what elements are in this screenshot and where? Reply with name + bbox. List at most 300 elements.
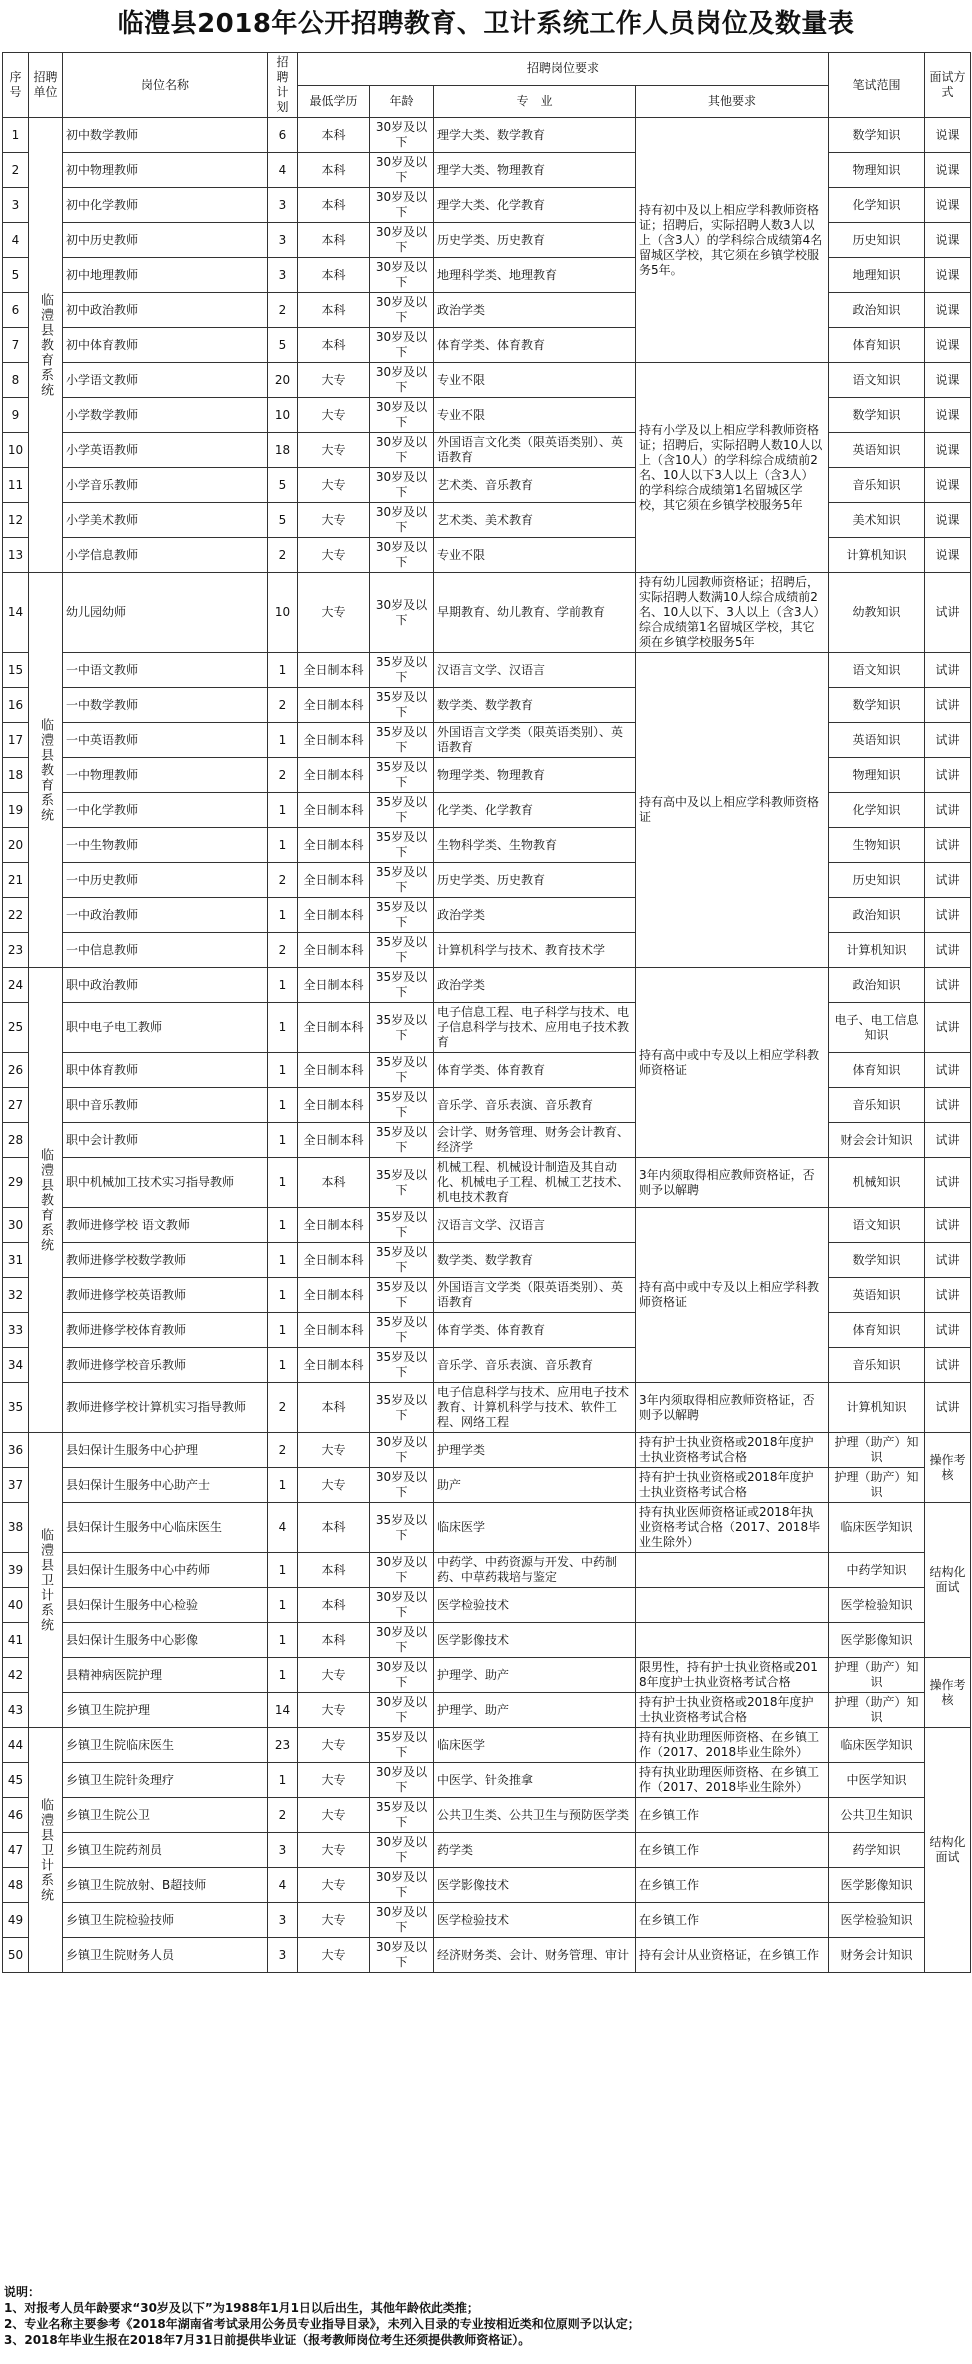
- row-interview-method: 试讲: [925, 1383, 971, 1433]
- header-age: 年龄: [370, 85, 434, 118]
- row-plan-count: 20: [268, 363, 298, 398]
- row-exam-scope: 临床医学知识: [829, 1503, 925, 1553]
- row-seq: 3: [3, 188, 29, 223]
- row-other-requirements: 持有初中及以上相应学科教师资格证；招聘后，实际招聘人数3人以上（含3人）的学科综合成绩第4名留城区学校，其它须在乡镇学校服务5年。: [636, 118, 829, 363]
- row-plan-count: 2: [268, 1798, 298, 1833]
- row-seq: 11: [3, 468, 29, 503]
- row-plan-count: 1: [268, 828, 298, 863]
- row-education: 大专: [298, 433, 370, 468]
- row-age: 35岁及以下: [370, 1053, 434, 1088]
- row-seq: 34: [3, 1348, 29, 1383]
- row-age: 30岁及以下: [370, 363, 434, 398]
- row-exam-scope: 美术知识: [829, 503, 925, 538]
- row-major: 历史学类、历史教育: [434, 223, 636, 258]
- row-age: 30岁及以下: [370, 328, 434, 363]
- row-plan-count: 1: [268, 1348, 298, 1383]
- row-other-requirements: 持有会计从业资格证，在乡镇工作: [636, 1938, 829, 1973]
- row-education: 全日制本科: [298, 1053, 370, 1088]
- row-education: 大专: [298, 363, 370, 398]
- row-other-requirements: 3年内须取得相应教师资格证，否则予以解聘: [636, 1383, 829, 1433]
- row-plan-count: 1: [268, 1003, 298, 1053]
- row-plan-count: 3: [268, 1833, 298, 1868]
- row-education: 大专: [298, 503, 370, 538]
- row-age: 30岁及以下: [370, 1553, 434, 1588]
- row-major: 汉语言文学、汉语言: [434, 653, 636, 688]
- header-post: 岗位名称: [63, 53, 268, 118]
- row-education: 本科: [298, 1623, 370, 1658]
- row-seq: 49: [3, 1903, 29, 1938]
- row-age: 35岁及以下: [370, 1158, 434, 1208]
- row-post-name: 幼儿园幼师: [63, 573, 268, 653]
- row-age: 35岁及以下: [370, 1798, 434, 1833]
- row-education: 全日制本科: [298, 898, 370, 933]
- row-age: 30岁及以下: [370, 1433, 434, 1468]
- row-other-requirements: 持有高中或中专及以上相应学科教师资格证: [636, 968, 829, 1158]
- row-plan-count: 3: [268, 223, 298, 258]
- row-major: 药学类: [434, 1833, 636, 1868]
- row-exam-scope: 数学知识: [829, 688, 925, 723]
- row-exam-scope: 地理知识: [829, 258, 925, 293]
- row-seq: 42: [3, 1658, 29, 1693]
- row-education: 本科: [298, 328, 370, 363]
- row-plan-count: 1: [268, 1243, 298, 1278]
- row-exam-scope: 医学影像知识: [829, 1868, 925, 1903]
- table-row: [3, 1868, 971, 1903]
- row-education: 全日制本科: [298, 688, 370, 723]
- row-education: 全日制本科: [298, 723, 370, 758]
- row-exam-scope: 音乐知识: [829, 468, 925, 503]
- row-age: 30岁及以下: [370, 1623, 434, 1658]
- row-interview-method: 说课: [925, 433, 971, 468]
- row-age: 35岁及以下: [370, 653, 434, 688]
- row-other-requirements: 持有执业助理医师资格、在乡镇工作（2017、2018毕业生除外）: [636, 1728, 829, 1763]
- row-interview-method: 试讲: [925, 1278, 971, 1313]
- row-interview-method: 说课: [925, 398, 971, 433]
- row-interview-method: 操作考核: [925, 1433, 971, 1503]
- row-major: 生物科学类、生物教育: [434, 828, 636, 863]
- row-post-name: 小学美术教师: [63, 503, 268, 538]
- row-plan-count: 5: [268, 328, 298, 363]
- row-plan-count: 1: [268, 1123, 298, 1158]
- row-exam-scope: 护理（助产）知识: [829, 1693, 925, 1728]
- row-seq: 50: [3, 1938, 29, 1973]
- header-major: 专 业: [434, 85, 636, 118]
- table-row: [3, 1158, 971, 1208]
- row-post-name: 小学英语教师: [63, 433, 268, 468]
- row-interview-method: 试讲: [925, 863, 971, 898]
- row-post-name: 初中化学教师: [63, 188, 268, 223]
- row-major: 电子信息工程、电子科学与技术、电子信息科学与技术、应用电子技术教育: [434, 1003, 636, 1053]
- row-education: 本科: [298, 153, 370, 188]
- row-seq: 4: [3, 223, 29, 258]
- row-interview-method: 试讲: [925, 1208, 971, 1243]
- table-row: [3, 1383, 971, 1433]
- row-plan-count: 1: [268, 1278, 298, 1313]
- row-major: 专业不限: [434, 398, 636, 433]
- row-post-name: 乡镇卫生院药剂员: [63, 1833, 268, 1868]
- row-plan-count: 4: [268, 1868, 298, 1903]
- table-row: [3, 1903, 971, 1938]
- row-seq: 9: [3, 398, 29, 433]
- row-exam-scope: 政治知识: [829, 293, 925, 328]
- row-major: 外国语言文学类（限英语类别）、英语教育: [434, 723, 636, 758]
- row-seq: 6: [3, 293, 29, 328]
- row-age: 35岁及以下: [370, 1503, 434, 1553]
- table-row: [3, 1763, 971, 1798]
- row-other-requirements: 在乡镇工作: [636, 1833, 829, 1868]
- row-education: 全日制本科: [298, 1313, 370, 1348]
- row-major: 中药学、中药资源与开发、中药制药、中草药栽培与鉴定: [434, 1553, 636, 1588]
- row-age: 30岁及以下: [370, 293, 434, 328]
- row-major: 护理学、助产: [434, 1693, 636, 1728]
- row-seq: 17: [3, 723, 29, 758]
- row-exam-scope: 物理知识: [829, 153, 925, 188]
- row-major: 临床医学: [434, 1728, 636, 1763]
- row-exam-scope: 公共卫生知识: [829, 1798, 925, 1833]
- recruiting-unit: 临澧县卫计系统: [29, 1433, 63, 1728]
- row-exam-scope: 化学知识: [829, 793, 925, 828]
- row-other-requirements: 持有小学及以上相应学科教师资格证；招聘后，实际招聘人数10人以上（含10人）的学科综合成绩前2名、10人以下3人以上（含3人）的学科综合成绩第1名留城区学校，其它须在乡镇学校服务5年: [636, 363, 829, 573]
- row-post-name: 职中音乐教师: [63, 1088, 268, 1123]
- row-age: 30岁及以下: [370, 503, 434, 538]
- row-education: 大专: [298, 398, 370, 433]
- row-plan-count: 3: [268, 1938, 298, 1973]
- row-seq: 18: [3, 758, 29, 793]
- row-other-requirements: 持有护士执业资格或2018年度护士执业资格考试合格: [636, 1693, 829, 1728]
- row-plan-count: 6: [268, 118, 298, 153]
- row-exam-scope: 音乐知识: [829, 1088, 925, 1123]
- row-age: 35岁及以下: [370, 933, 434, 968]
- row-other-requirements: [636, 1588, 829, 1623]
- row-interview-method: 说课: [925, 188, 971, 223]
- row-exam-scope: 医学检验知识: [829, 1588, 925, 1623]
- row-seq: 26: [3, 1053, 29, 1088]
- row-major: 专业不限: [434, 538, 636, 573]
- row-exam-scope: 英语知识: [829, 1278, 925, 1313]
- row-other-requirements: 在乡镇工作: [636, 1798, 829, 1833]
- table-row: [3, 1938, 971, 1973]
- row-major: 外国语言文化类（限英语类别）、英语教育: [434, 433, 636, 468]
- row-education: 大专: [298, 1468, 370, 1503]
- row-major: 医学影像技术: [434, 1868, 636, 1903]
- row-seq: 13: [3, 538, 29, 573]
- row-post-name: 一中数学教师: [63, 688, 268, 723]
- row-interview-method: 试讲: [925, 1158, 971, 1208]
- row-age: 35岁及以下: [370, 1003, 434, 1053]
- row-major: 音乐学、音乐表演、音乐教育: [434, 1348, 636, 1383]
- row-age: 30岁及以下: [370, 398, 434, 433]
- row-education: 大专: [298, 538, 370, 573]
- row-post-name: 教师进修学校体育教师: [63, 1313, 268, 1348]
- row-seq: 29: [3, 1158, 29, 1208]
- row-post-name: 县妇保计生服务中心临床医生: [63, 1503, 268, 1553]
- row-plan-count: 1: [268, 1158, 298, 1208]
- row-exam-scope: 音乐知识: [829, 1348, 925, 1383]
- row-education: 全日制本科: [298, 1348, 370, 1383]
- row-seq: 35: [3, 1383, 29, 1433]
- row-seq: 7: [3, 328, 29, 363]
- row-age: 30岁及以下: [370, 118, 434, 153]
- row-post-name: 职中政治教师: [63, 968, 268, 1003]
- row-plan-count: 3: [268, 188, 298, 223]
- row-major: 化学类、化学教育: [434, 793, 636, 828]
- row-age: 35岁及以下: [370, 1243, 434, 1278]
- row-seq: 10: [3, 433, 29, 468]
- row-interview-method: 试讲: [925, 1243, 971, 1278]
- table-row: [3, 1798, 971, 1833]
- row-major: 体育学类、体育教育: [434, 328, 636, 363]
- row-seq: 5: [3, 258, 29, 293]
- row-age: 30岁及以下: [370, 153, 434, 188]
- recruiting-unit: 临澧县教育系统: [29, 968, 63, 1433]
- header-plan: 招聘计划: [268, 53, 298, 118]
- row-age: 30岁及以下: [370, 433, 434, 468]
- row-exam-scope: 财务会计知识: [829, 1938, 925, 1973]
- row-plan-count: 2: [268, 1433, 298, 1468]
- row-plan-count: 23: [268, 1728, 298, 1763]
- row-education: 本科: [298, 1588, 370, 1623]
- row-plan-count: 1: [268, 898, 298, 933]
- row-interview-method: 说课: [925, 153, 971, 188]
- row-seq: 44: [3, 1728, 29, 1763]
- table-row: [3, 1833, 971, 1868]
- row-major: 政治学类: [434, 293, 636, 328]
- row-major: 公共卫生类、公共卫生与预防医学类: [434, 1798, 636, 1833]
- row-interview-method: 试讲: [925, 828, 971, 863]
- table-row: [3, 1623, 971, 1658]
- row-major: 历史学类、历史教育: [434, 863, 636, 898]
- row-major: 计算机科学与技术、教育技术学: [434, 933, 636, 968]
- row-exam-scope: 幼教知识: [829, 573, 925, 653]
- row-post-name: 教师进修学校 语文教师: [63, 1208, 268, 1243]
- row-other-requirements: 3年内须取得相应教师资格证，否则予以解聘: [636, 1158, 829, 1208]
- row-seq: 43: [3, 1693, 29, 1728]
- row-exam-scope: 生物知识: [829, 828, 925, 863]
- row-plan-count: 10: [268, 573, 298, 653]
- row-age: 30岁及以下: [370, 573, 434, 653]
- row-education: 本科: [298, 118, 370, 153]
- row-exam-scope: 医学检验知识: [829, 1903, 925, 1938]
- row-exam-scope: 体育知识: [829, 328, 925, 363]
- table-row: [3, 1208, 971, 1243]
- row-interview-method: 结构化面试: [925, 1728, 971, 1973]
- row-seq: 15: [3, 653, 29, 688]
- row-other-requirements: 持有执业助理医师资格、在乡镇工作（2017、2018毕业生除外）: [636, 1763, 829, 1798]
- row-education: 大专: [298, 573, 370, 653]
- row-other-requirements: 持有幼儿园教师资格证；招聘后，实际招聘人数满10人综合成绩前2名、10人以下、3人以上（含3人）综合成绩第1名留城区学校，其它须在乡镇学校服务5年: [636, 573, 829, 653]
- table-row: [3, 653, 971, 688]
- row-exam-scope: 政治知识: [829, 898, 925, 933]
- row-plan-count: 1: [268, 1763, 298, 1798]
- recruiting-unit: 临澧县教育系统: [29, 118, 63, 573]
- row-post-name: 乡镇卫生院公卫: [63, 1798, 268, 1833]
- row-exam-scope: 体育知识: [829, 1313, 925, 1348]
- row-education: 全日制本科: [298, 1003, 370, 1053]
- row-plan-count: 1: [268, 793, 298, 828]
- header-other: 其他要求: [636, 85, 829, 118]
- header-exam: 笔试范围: [829, 53, 925, 118]
- row-post-name: 乡镇卫生院财务人员: [63, 1938, 268, 1973]
- row-other-requirements: 在乡镇工作: [636, 1903, 829, 1938]
- row-plan-count: 5: [268, 468, 298, 503]
- row-other-requirements: 持有护士执业资格或2018年度护士执业资格考试合格: [636, 1433, 829, 1468]
- row-age: 30岁及以下: [370, 538, 434, 573]
- row-seq: 41: [3, 1623, 29, 1658]
- row-major: 艺术类、音乐教育: [434, 468, 636, 503]
- row-age: 30岁及以下: [370, 223, 434, 258]
- row-major: 早期教育、幼儿教育、学前教育: [434, 573, 636, 653]
- row-interview-method: 试讲: [925, 653, 971, 688]
- row-seq: 30: [3, 1208, 29, 1243]
- table-row: [3, 363, 971, 398]
- row-post-name: 一中政治教师: [63, 898, 268, 933]
- row-seq: 27: [3, 1088, 29, 1123]
- header-interview: 面试方式: [925, 53, 971, 118]
- row-education: 全日制本科: [298, 933, 370, 968]
- row-plan-count: 1: [268, 1468, 298, 1503]
- row-plan-count: 2: [268, 688, 298, 723]
- row-interview-method: 说课: [925, 293, 971, 328]
- table-row: [3, 1658, 971, 1693]
- row-exam-scope: 历史知识: [829, 863, 925, 898]
- row-other-requirements: 限男性，持有护士执业资格或2018年度护士执业资格考试合格: [636, 1658, 829, 1693]
- row-interview-method: 试讲: [925, 1088, 971, 1123]
- row-post-name: 职中电子电工教师: [63, 1003, 268, 1053]
- row-age: 35岁及以下: [370, 723, 434, 758]
- table-row: [3, 968, 971, 1003]
- row-exam-scope: 物理知识: [829, 758, 925, 793]
- row-plan-count: 1: [268, 1658, 298, 1693]
- row-interview-method: 试讲: [925, 573, 971, 653]
- header-requirements: 招聘岗位要求: [298, 53, 829, 86]
- row-major: 专业不限: [434, 363, 636, 398]
- row-seq: 2: [3, 153, 29, 188]
- row-interview-method: 说课: [925, 538, 971, 573]
- row-post-name: 县妇保计生服务中心助产士: [63, 1468, 268, 1503]
- row-plan-count: 1: [268, 1208, 298, 1243]
- row-exam-scope: 护理（助产）知识: [829, 1658, 925, 1693]
- row-age: 30岁及以下: [370, 258, 434, 293]
- row-education: 全日制本科: [298, 758, 370, 793]
- row-exam-scope: 计算机知识: [829, 1383, 925, 1433]
- row-education: 全日制本科: [298, 1088, 370, 1123]
- row-post-name: 小学音乐教师: [63, 468, 268, 503]
- row-major: 会计学、财务管理、财务会计教育、经济学: [434, 1123, 636, 1158]
- row-age: 30岁及以下: [370, 1763, 434, 1798]
- table-row: [3, 118, 971, 153]
- row-post-name: 初中数学教师: [63, 118, 268, 153]
- row-seq: 23: [3, 933, 29, 968]
- row-age: 35岁及以下: [370, 758, 434, 793]
- row-post-name: 一中历史教师: [63, 863, 268, 898]
- row-seq: 46: [3, 1798, 29, 1833]
- row-exam-scope: 财会会计知识: [829, 1123, 925, 1158]
- row-age: 35岁及以下: [370, 863, 434, 898]
- recruitment-table: [2, 52, 971, 1973]
- row-age: 35岁及以下: [370, 1728, 434, 1763]
- row-post-name: 教师进修学校音乐教师: [63, 1348, 268, 1383]
- row-seq: 8: [3, 363, 29, 398]
- row-plan-count: 1: [268, 968, 298, 1003]
- row-major: 政治学类: [434, 898, 636, 933]
- table-body: [3, 118, 971, 1973]
- table-row: [3, 573, 971, 653]
- row-interview-method: 试讲: [925, 758, 971, 793]
- row-other-requirements: 持有高中或中专及以上相应学科教师资格证: [636, 1208, 829, 1383]
- row-seq: 21: [3, 863, 29, 898]
- row-plan-count: 1: [268, 1313, 298, 1348]
- row-plan-count: 2: [268, 758, 298, 793]
- row-major: 中医学、针灸推拿: [434, 1763, 636, 1798]
- row-major: 医学检验技术: [434, 1588, 636, 1623]
- row-seq: 36: [3, 1433, 29, 1468]
- row-post-name: 教师进修学校数学教师: [63, 1243, 268, 1278]
- row-exam-scope: 英语知识: [829, 723, 925, 758]
- row-post-name: 乡镇卫生院护理: [63, 1693, 268, 1728]
- row-major: 理学大类、化学教育: [434, 188, 636, 223]
- row-plan-count: 14: [268, 1693, 298, 1728]
- row-age: 30岁及以下: [370, 468, 434, 503]
- row-interview-method: 试讲: [925, 1348, 971, 1383]
- row-seq: 19: [3, 793, 29, 828]
- notes-label: 说明：: [4, 2285, 41, 2299]
- row-interview-method: 说课: [925, 468, 971, 503]
- row-interview-method: 试讲: [925, 968, 971, 1003]
- row-major: 汉语言文学、汉语言: [434, 1208, 636, 1243]
- row-education: 大专: [298, 1798, 370, 1833]
- row-post-name: 乡镇卫生院临床医生: [63, 1728, 268, 1763]
- row-interview-method: 试讲: [925, 688, 971, 723]
- row-other-requirements: [636, 1623, 829, 1658]
- row-education: 大专: [298, 468, 370, 503]
- row-interview-method: 试讲: [925, 1053, 971, 1088]
- row-age: 35岁及以下: [370, 793, 434, 828]
- row-education: 大专: [298, 1433, 370, 1468]
- row-interview-method: 试讲: [925, 723, 971, 758]
- row-exam-scope: 语文知识: [829, 363, 925, 398]
- row-exam-scope: 历史知识: [829, 223, 925, 258]
- row-education: 大专: [298, 1658, 370, 1693]
- row-seq: 20: [3, 828, 29, 863]
- row-interview-method: 说课: [925, 258, 971, 293]
- row-exam-scope: 语文知识: [829, 1208, 925, 1243]
- row-post-name: 一中信息教师: [63, 933, 268, 968]
- row-age: 30岁及以下: [370, 1868, 434, 1903]
- row-other-requirements: [636, 1553, 829, 1588]
- row-major: 机械工程、机械设计制造及其自动化、机械电子工程、机械工艺技术、机电技术教育: [434, 1158, 636, 1208]
- row-post-name: 初中地理教师: [63, 258, 268, 293]
- row-exam-scope: 中医学知识: [829, 1763, 925, 1798]
- note-2: 2、专业名称主要参考《2018年湖南省考试录用公务员专业指导目录》，未列入目录的专业按相近类和位原则予以认定；: [4, 2317, 640, 2331]
- row-seq: 14: [3, 573, 29, 653]
- row-plan-count: 2: [268, 933, 298, 968]
- row-major: 理学大类、数学教育: [434, 118, 636, 153]
- row-major: 电子信息科学与技术、应用电子技术教育、计算机科学与技术、软件工程、网络工程: [434, 1383, 636, 1433]
- row-age: 35岁及以下: [370, 1088, 434, 1123]
- row-education: 大专: [298, 1763, 370, 1798]
- table-row: [3, 1693, 971, 1728]
- row-plan-count: 10: [268, 398, 298, 433]
- row-major: 医学检验技术: [434, 1903, 636, 1938]
- table-row: [3, 1503, 971, 1553]
- row-exam-scope: 体育知识: [829, 1053, 925, 1088]
- row-interview-method: 说课: [925, 328, 971, 363]
- row-education: 本科: [298, 1383, 370, 1433]
- row-interview-method: 试讲: [925, 1123, 971, 1158]
- row-age: 30岁及以下: [370, 1903, 434, 1938]
- row-post-name: 一中语文教师: [63, 653, 268, 688]
- row-post-name: 一中英语教师: [63, 723, 268, 758]
